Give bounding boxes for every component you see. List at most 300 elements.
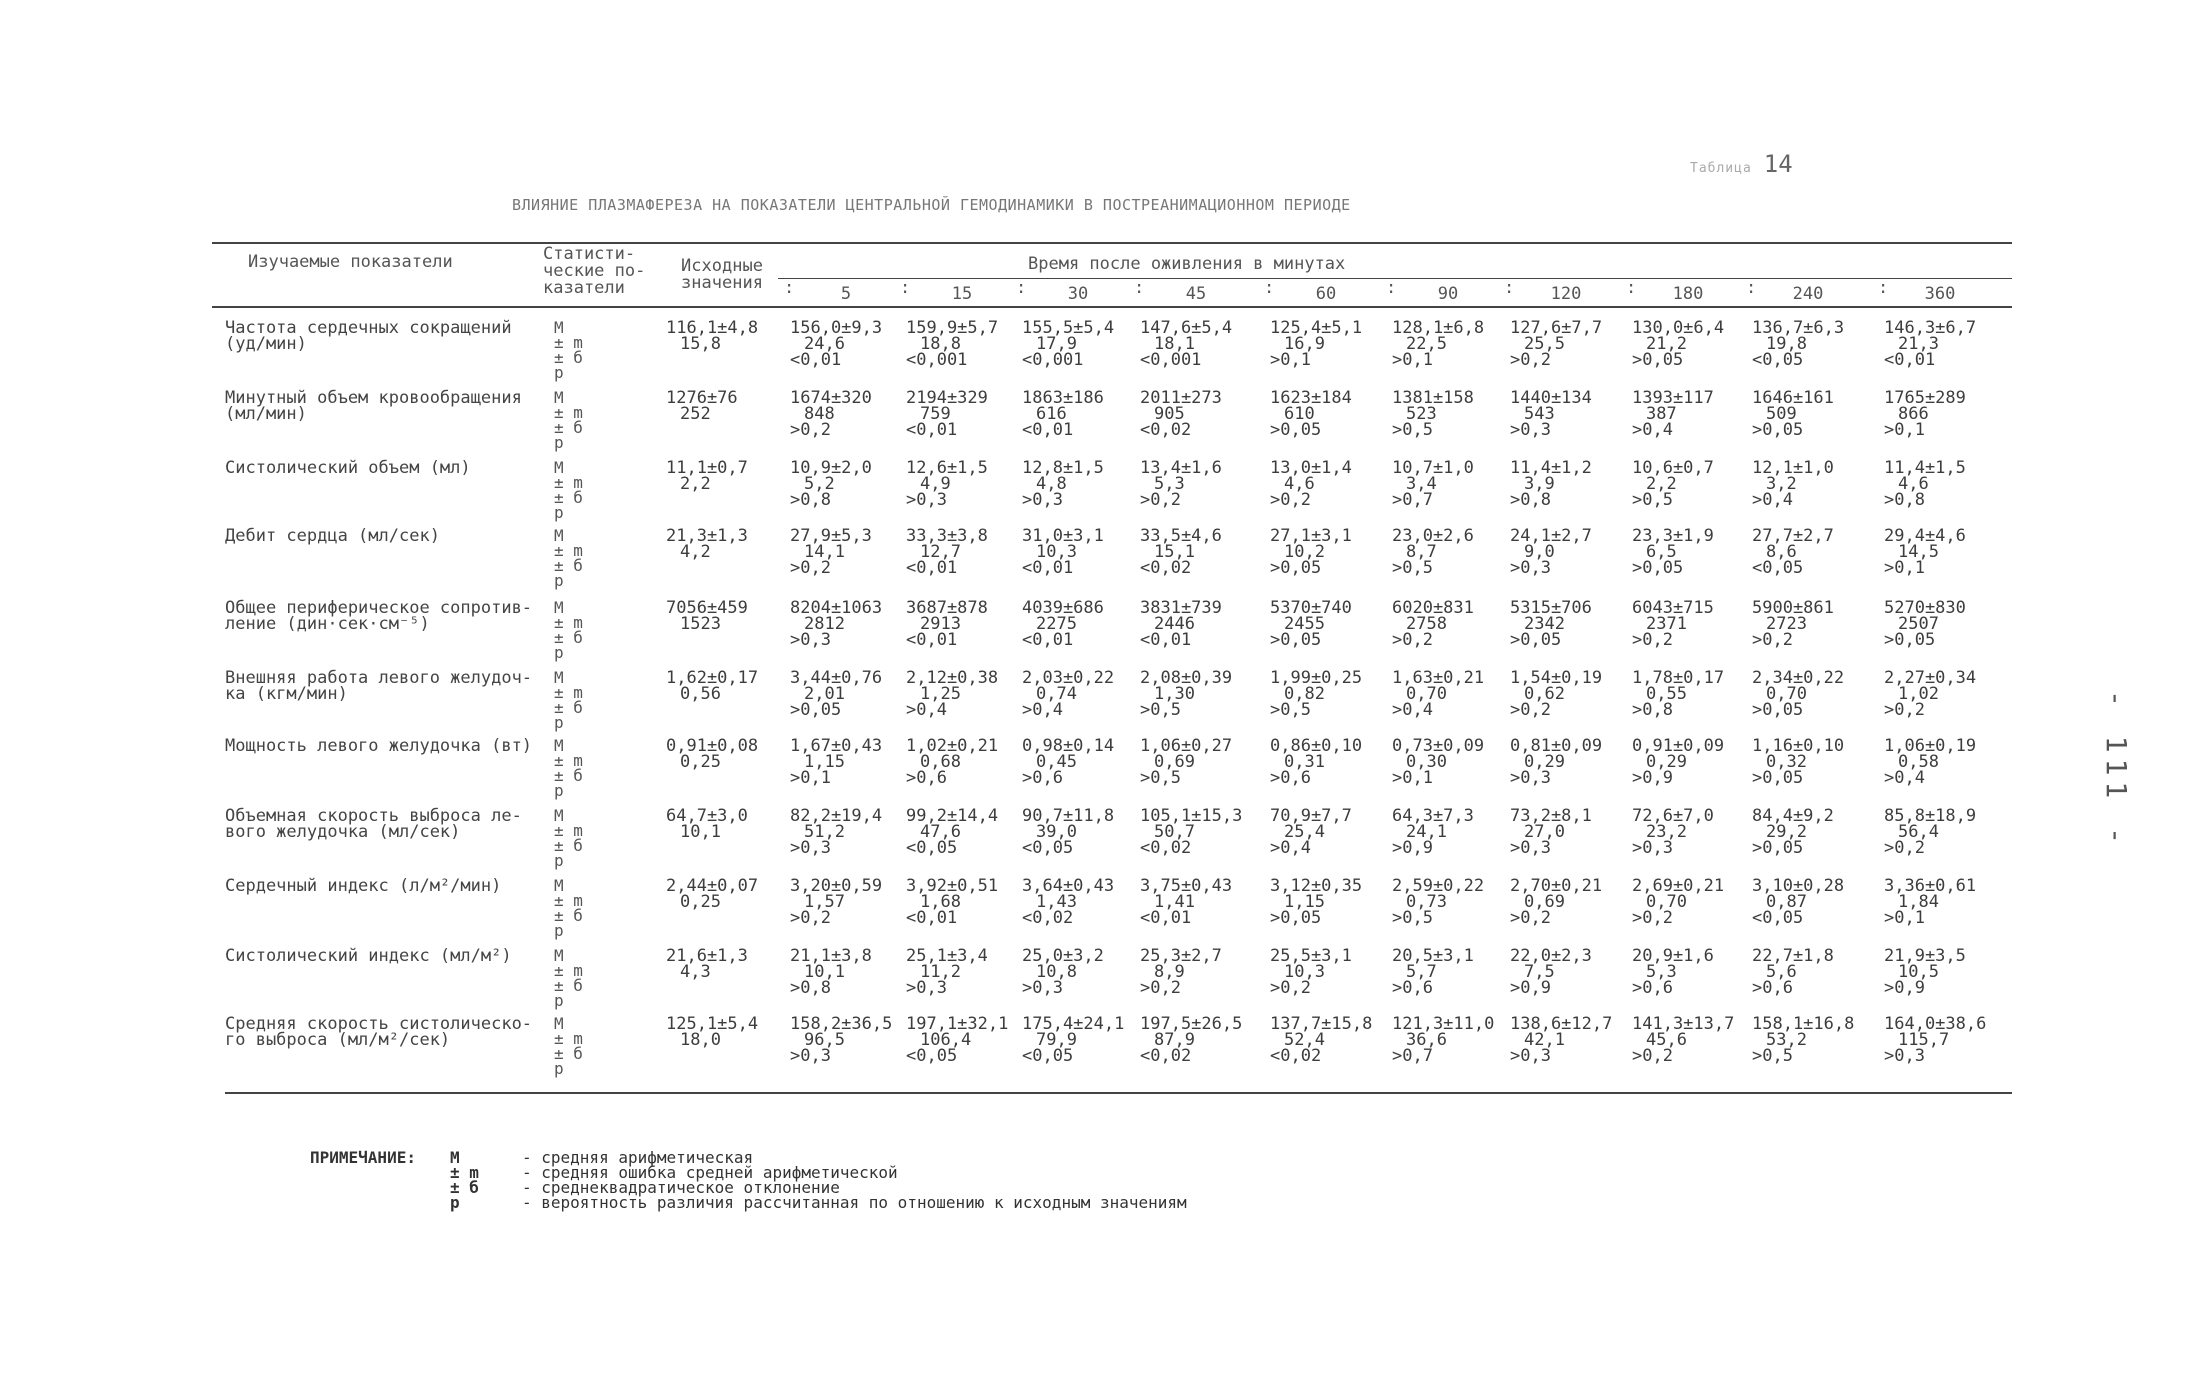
sd-value: 0,70 xyxy=(1646,892,1687,912)
note-symbol: ± б xyxy=(450,1178,479,1197)
mean-value: 84,4±9,2 xyxy=(1752,806,1834,826)
p-value: >0,6 xyxy=(1270,768,1311,788)
value-cell xyxy=(906,600,988,648)
header-time-separator: : xyxy=(1264,278,1275,298)
value-cell xyxy=(1140,808,1242,856)
p-value: >0,4 xyxy=(1022,700,1063,720)
p-value: >0,3 xyxy=(1884,1046,1925,1066)
sd-value: 42,1 xyxy=(1524,1030,1565,1050)
header-time-group: Время после оживления в минутах xyxy=(1028,254,1346,274)
value-cell xyxy=(906,320,998,368)
p-value: <0,001 xyxy=(1022,350,1084,370)
stat-symbol: ± б xyxy=(554,836,583,855)
p-value: >0,9 xyxy=(1510,978,1551,998)
value-cell xyxy=(1140,738,1232,786)
p-value: >0,8 xyxy=(790,490,831,510)
p-value: >0,05 xyxy=(1632,350,1684,370)
sd-value: 4,9 xyxy=(920,474,951,494)
sd-value: 0,58 xyxy=(1898,752,1939,772)
mean-value: 33,5±4,6 xyxy=(1140,526,1222,546)
sd-value: 866 xyxy=(1898,404,1929,424)
header-time-30: 30 xyxy=(1067,284,1089,304)
header-time-separator: : xyxy=(1746,278,1757,298)
value-cell xyxy=(1392,670,1484,718)
mean-value: 0,91±0,08 xyxy=(666,736,759,756)
header-time-5: 5 xyxy=(840,284,852,304)
mean-value: 1623±184 xyxy=(1270,388,1352,408)
header-time-separator: : xyxy=(1386,278,1397,298)
value-cell xyxy=(906,460,988,508)
value-cell xyxy=(790,878,882,926)
row-label-line: Частота сердечных сокращений xyxy=(225,318,512,338)
value-cell xyxy=(1632,1016,1734,1064)
p-value: >0,05 xyxy=(1270,420,1322,440)
mean-value: 3,64±0,43 xyxy=(1022,876,1115,896)
mean-value: 138,6±12,7 xyxy=(1510,1014,1613,1034)
mean-value: 3831±739 xyxy=(1140,598,1222,618)
p-value: >0,5 xyxy=(1392,558,1433,578)
p-value: >0,3 xyxy=(906,978,947,998)
value-cell xyxy=(790,528,872,576)
p-value: <0,05 xyxy=(1752,558,1804,578)
sd-value: 56,4 xyxy=(1898,822,1939,842)
sd-value: 616 xyxy=(1036,404,1067,424)
mean-value: 29,4±4,6 xyxy=(1884,526,1966,546)
initial-value-cell xyxy=(666,320,758,352)
mean-value: 1,78±0,17 xyxy=(1632,668,1725,688)
mean-value: 5900±861 xyxy=(1752,598,1834,618)
p-value: >0,1 xyxy=(1270,350,1311,370)
sd-value: 387 xyxy=(1646,404,1677,424)
value-cell xyxy=(1884,1016,1986,1064)
value-cell xyxy=(1270,460,1352,508)
stat-symbol: ± б xyxy=(554,556,583,575)
mean-value: 0,98±0,14 xyxy=(1022,736,1115,756)
p-value: >0,4 xyxy=(1632,420,1673,440)
stat-symbol: M xyxy=(554,876,564,895)
mean-value: 10,7±1,0 xyxy=(1392,458,1474,478)
row-stat-symbols xyxy=(554,808,583,868)
sd-value: 0,29 xyxy=(1646,752,1687,772)
row-stat-symbols xyxy=(554,390,583,450)
header-time-60: 60 xyxy=(1315,284,1337,304)
mean-value: 2,59±0,22 xyxy=(1392,876,1485,896)
p-value: <0,05 xyxy=(1022,838,1074,858)
sd-value: 0,32 xyxy=(1766,752,1807,772)
row-label-line: Систолический индекс (мл/м²) xyxy=(225,946,512,966)
value-cell xyxy=(1510,390,1592,438)
stat-symbol: p xyxy=(554,713,564,732)
value-cell xyxy=(1140,390,1222,438)
value-cell xyxy=(1884,948,1966,996)
note-text: - среднеквадратическое отклонение xyxy=(522,1178,840,1197)
value-cell xyxy=(1632,600,1714,648)
sd-value: 16,9 xyxy=(1284,334,1325,354)
p-value: >0,05 xyxy=(790,700,842,720)
row-stat-symbols xyxy=(554,738,583,798)
stat-symbol: M xyxy=(554,668,564,687)
mean-value: 3,20±0,59 xyxy=(790,876,883,896)
mean-value: 2,03±0,22 xyxy=(1022,668,1115,688)
mean-value: 24,1±2,7 xyxy=(1510,526,1592,546)
sd-value: 8,7 xyxy=(1406,542,1437,562)
p-value: >0,9 xyxy=(1884,978,1925,998)
p-value: <0,01 xyxy=(1884,350,1936,370)
sd-value: 1523 xyxy=(680,614,721,634)
mean-value: 10,6±0,7 xyxy=(1632,458,1714,478)
sd-value: 50,7 xyxy=(1154,822,1195,842)
mean-value: 1646±161 xyxy=(1752,388,1834,408)
mean-value: 147,6±5,4 xyxy=(1140,318,1233,338)
p-value: >0,5 xyxy=(1392,908,1433,928)
p-value: <0,02 xyxy=(1140,420,1192,440)
value-cell xyxy=(1752,460,1834,508)
value-cell xyxy=(790,738,882,786)
sd-value: 3,9 xyxy=(1524,474,1555,494)
table-title: ВЛИЯНИЕ ПЛАЗМАФЕРЕЗА НА ПОКАЗАТЕЛИ ЦЕНТРАЛЬНОЙ ГЕМОДИНАМИКИ В ПОСТРЕАНИМАЦИОННОМ ПЕРИОДЕ xyxy=(512,196,1351,214)
stat-symbol: ± m xyxy=(554,891,583,910)
initial-value-cell xyxy=(666,390,738,422)
sd-value: 25,4 xyxy=(1284,822,1325,842)
mean-value: 2011±273 xyxy=(1140,388,1222,408)
sd-value: 10,5 xyxy=(1898,962,1939,982)
mean-value: 6043±715 xyxy=(1632,598,1714,618)
p-value: >0,4 xyxy=(906,700,947,720)
sd-value: 52,4 xyxy=(1284,1030,1325,1050)
p-value: <0,02 xyxy=(1270,1046,1322,1066)
sd-value: 51,2 xyxy=(804,822,845,842)
sd-value: 4,6 xyxy=(1898,474,1929,494)
stat-symbol: ± б xyxy=(554,766,583,785)
mean-value: 146,3±6,7 xyxy=(1884,318,1977,338)
stat-symbol: ± m xyxy=(554,961,583,980)
initial-value-cell xyxy=(666,528,748,560)
value-cell xyxy=(1884,390,1966,438)
value-cell xyxy=(906,528,988,576)
mean-value: 99,2±14,4 xyxy=(906,806,999,826)
stat-symbol: ± m xyxy=(554,1029,583,1048)
initial-value-cell xyxy=(666,878,758,910)
row-label-line: Минутный объем кровообращения xyxy=(225,388,522,408)
stat-symbol: ± m xyxy=(554,541,583,560)
value-cell xyxy=(1022,738,1114,786)
value-cell xyxy=(1632,320,1724,368)
p-value: >0,7 xyxy=(1392,1046,1433,1066)
page-number-side: - 111 - xyxy=(2100,690,2133,851)
mean-value: 1,99±0,25 xyxy=(1270,668,1363,688)
mean-value: 12,1±1,0 xyxy=(1752,458,1834,478)
value-cell xyxy=(1510,808,1592,856)
p-value: <0,02 xyxy=(1140,1046,1192,1066)
p-value: >0,2 xyxy=(1510,908,1551,928)
stat-symbol: p xyxy=(554,643,564,662)
stat-symbol: M xyxy=(554,806,564,825)
sd-value: 2275 xyxy=(1036,614,1077,634)
p-value: >0,5 xyxy=(1140,768,1181,788)
sd-value: 19,8 xyxy=(1766,334,1807,354)
stat-symbol: ± m xyxy=(554,683,583,702)
header-time-45: 45 xyxy=(1185,284,1207,304)
sd-value: 4,6 xyxy=(1284,474,1315,494)
mean-value: 27,9±5,3 xyxy=(790,526,872,546)
value-cell xyxy=(1632,808,1714,856)
value-cell xyxy=(1270,390,1352,438)
sd-value: 1,25 xyxy=(920,684,961,704)
header-time-separator: : xyxy=(1626,278,1637,298)
p-value: >0,05 xyxy=(1884,630,1936,650)
sd-value: 2758 xyxy=(1406,614,1447,634)
sd-value: 5,6 xyxy=(1766,962,1797,982)
mean-value: 3687±878 xyxy=(906,598,988,618)
mean-value: 33,3±3,8 xyxy=(906,526,988,546)
sd-value: 7,5 xyxy=(1524,962,1555,982)
p-value: <0,02 xyxy=(1140,558,1192,578)
mean-value: 121,3±11,0 xyxy=(1392,1014,1495,1034)
value-cell xyxy=(906,390,988,438)
p-value: <0,05 xyxy=(906,838,958,858)
stat-symbol: ± m xyxy=(554,403,583,422)
value-cell xyxy=(1510,320,1602,368)
value-cell xyxy=(790,390,872,438)
value-cell xyxy=(1022,948,1104,996)
p-value: >0,7 xyxy=(1392,490,1433,510)
sd-value: 2455 xyxy=(1284,614,1325,634)
mean-value: 5315±706 xyxy=(1510,598,1592,618)
mean-value: 2,08±0,39 xyxy=(1140,668,1233,688)
sd-value: 79,9 xyxy=(1036,1030,1077,1050)
row-stat-symbols xyxy=(554,670,583,730)
value-cell xyxy=(1510,738,1602,786)
p-value: >0,05 xyxy=(1270,558,1322,578)
row-label xyxy=(225,460,471,476)
p-value: <0,01 xyxy=(906,908,958,928)
notes-heading: ПРИМЕЧАНИЕ: xyxy=(310,1148,416,1167)
mean-value: 1,54±0,19 xyxy=(1510,668,1603,688)
note-text: - средняя арифметическая xyxy=(522,1148,754,1167)
mean-value: 10,9±2,0 xyxy=(790,458,872,478)
sd-value: 1,02 xyxy=(1898,684,1939,704)
sd-value: 4,8 xyxy=(1036,474,1067,494)
p-value: >0,6 xyxy=(906,768,947,788)
sd-value: 0,29 xyxy=(1524,752,1565,772)
mean-value: 2,70±0,21 xyxy=(1510,876,1603,896)
mean-value: 1,06±0,27 xyxy=(1140,736,1233,756)
note-symbol: p xyxy=(450,1193,460,1212)
stat-symbol: ± б xyxy=(554,488,583,507)
p-value: >0,4 xyxy=(1884,768,1925,788)
value-cell xyxy=(1510,670,1602,718)
mean-value: 11,4±1,2 xyxy=(1510,458,1592,478)
p-value: <0,01 xyxy=(1022,630,1074,650)
initial-value-cell xyxy=(666,670,758,702)
p-value: <0,001 xyxy=(906,350,968,370)
sd-value: 1,30 xyxy=(1154,684,1195,704)
sd-value: 24,6 xyxy=(804,334,845,354)
sd-value: 2723 xyxy=(1766,614,1807,634)
initial-value-cell xyxy=(666,460,748,492)
sd-value: 2913 xyxy=(920,614,961,634)
mean-value: 2,69±0,21 xyxy=(1632,876,1725,896)
p-value: >0,5 xyxy=(1632,490,1673,510)
initial-value-cell xyxy=(666,948,748,980)
mean-value: 72,6±7,0 xyxy=(1632,806,1714,826)
sd-value: 4,3 xyxy=(680,962,711,982)
p-value: >0,05 xyxy=(1752,700,1804,720)
sd-value: 15,8 xyxy=(680,334,721,354)
p-value: <0,05 xyxy=(1752,350,1804,370)
value-cell xyxy=(1140,460,1222,508)
mean-value: 164,0±38,6 xyxy=(1884,1014,1987,1034)
sd-value: 2812 xyxy=(804,614,845,634)
p-value: >0,3 xyxy=(790,630,831,650)
note-text: - средняя ошибка средней арифметической xyxy=(522,1163,898,1182)
value-cell xyxy=(1752,320,1844,368)
p-value: >0,05 xyxy=(1270,908,1322,928)
mean-value: 11,1±0,7 xyxy=(666,458,748,478)
row-label xyxy=(225,738,532,754)
p-value: >0,1 xyxy=(790,768,831,788)
value-cell xyxy=(1140,948,1222,996)
value-cell xyxy=(906,670,998,718)
stat-symbol: ± m xyxy=(554,613,583,632)
sd-value: 759 xyxy=(920,404,951,424)
p-value: >0,3 xyxy=(1510,838,1551,858)
p-value: <0,01 xyxy=(1022,558,1074,578)
value-cell xyxy=(1510,460,1592,508)
mean-value: 3,10±0,28 xyxy=(1752,876,1845,896)
value-cell xyxy=(906,878,998,926)
header-time-separator: : xyxy=(1504,278,1515,298)
mean-value: 82,2±19,4 xyxy=(790,806,883,826)
mean-value: 31,0±3,1 xyxy=(1022,526,1104,546)
value-cell xyxy=(1392,808,1474,856)
value-cell xyxy=(1022,320,1114,368)
p-value: <0,01 xyxy=(906,558,958,578)
mean-value: 21,9±3,5 xyxy=(1884,946,1966,966)
sd-value: 87,9 xyxy=(1154,1030,1195,1050)
sd-value: 23,2 xyxy=(1646,822,1687,842)
p-value: >0,1 xyxy=(1884,908,1925,928)
mean-value: 2,12±0,38 xyxy=(906,668,999,688)
header-stat-line3: казатели xyxy=(543,278,625,298)
sd-value: 45,6 xyxy=(1646,1030,1687,1050)
mean-value: 23,0±2,6 xyxy=(1392,526,1474,546)
sd-value: 0,25 xyxy=(680,892,721,912)
mean-value: 3,92±0,51 xyxy=(906,876,999,896)
stat-symbol: ± б xyxy=(554,1044,583,1063)
row-label-line: ление (дин·сек·см⁻⁵) xyxy=(225,614,430,634)
sd-value: 12,7 xyxy=(920,542,961,562)
row-label-line: Внешняя работа левого желудоч- xyxy=(225,668,533,688)
value-cell xyxy=(1752,670,1844,718)
value-cell xyxy=(790,670,882,718)
mean-value: 27,1±3,1 xyxy=(1270,526,1352,546)
p-value: >0,2 xyxy=(1884,838,1925,858)
sd-value: 848 xyxy=(804,404,835,424)
sd-value: 0,70 xyxy=(1766,684,1807,704)
p-value: >0,1 xyxy=(1884,558,1925,578)
row-label xyxy=(225,320,512,352)
mean-value: 136,7±6,3 xyxy=(1752,318,1845,338)
value-cell xyxy=(1140,1016,1242,1064)
value-cell xyxy=(1022,1016,1124,1064)
mean-value: 64,3±7,3 xyxy=(1392,806,1474,826)
row-label-line: го выброса (мл/м²/сек) xyxy=(225,1030,451,1050)
p-value: >0,2 xyxy=(1140,978,1181,998)
mean-value: 73,2±8,1 xyxy=(1510,806,1592,826)
mean-value: 21,1±3,8 xyxy=(790,946,872,966)
sd-value: 0,70 xyxy=(1406,684,1447,704)
mean-value: 11,4±1,5 xyxy=(1884,458,1966,478)
mean-value: 158,1±16,8 xyxy=(1752,1014,1855,1034)
mean-value: 13,4±1,6 xyxy=(1140,458,1222,478)
p-value: >0,3 xyxy=(1510,1046,1551,1066)
value-cell xyxy=(1270,1016,1372,1064)
sd-value: 5,3 xyxy=(1646,962,1677,982)
mean-value: 1,67±0,43 xyxy=(790,736,883,756)
initial-value-cell xyxy=(666,738,758,770)
p-value: >0,4 xyxy=(1752,490,1793,510)
p-value: >0,2 xyxy=(1140,490,1181,510)
stat-symbol: p xyxy=(554,571,564,590)
value-cell xyxy=(790,600,882,648)
sd-value: 0,31 xyxy=(1284,752,1325,772)
p-value: >0,6 xyxy=(1392,978,1433,998)
mean-value: 5270±830 xyxy=(1884,598,1966,618)
row-label-line: ка (кгм/мин) xyxy=(225,684,348,704)
stat-symbol: ± б xyxy=(554,906,583,925)
stat-symbol: p xyxy=(554,503,564,522)
p-value: >0,3 xyxy=(1022,490,1063,510)
header-initial-line1: Исходные xyxy=(681,256,763,276)
stat-symbol: M xyxy=(554,388,564,407)
sd-value: 3,4 xyxy=(1406,474,1437,494)
mean-value: 20,9±1,6 xyxy=(1632,946,1714,966)
row-label-line: Средняя скорость систолическо- xyxy=(225,1014,533,1034)
p-value: >0,5 xyxy=(1392,420,1433,440)
p-value: <0,01 xyxy=(790,350,842,370)
mean-value: 155,5±5,4 xyxy=(1022,318,1115,338)
p-value: >0,8 xyxy=(1632,700,1673,720)
p-value: >0,3 xyxy=(790,838,831,858)
value-cell xyxy=(1884,528,1966,576)
p-value: >0,3 xyxy=(1510,420,1551,440)
row-label-line: (мл/мин) xyxy=(225,404,307,424)
value-cell xyxy=(1632,670,1724,718)
mean-value: 158,2±36,5 xyxy=(790,1014,893,1034)
mean-value: 90,7±11,8 xyxy=(1022,806,1115,826)
stat-symbol: p xyxy=(554,851,564,870)
mean-value: 21,3±1,3 xyxy=(666,526,748,546)
sd-value: 5,3 xyxy=(1154,474,1185,494)
value-cell xyxy=(1752,808,1834,856)
mean-value: 12,6±1,5 xyxy=(906,458,988,478)
sd-value: 22,5 xyxy=(1406,334,1447,354)
mean-value: 27,7±2,7 xyxy=(1752,526,1834,546)
sd-value: 0,74 xyxy=(1036,684,1077,704)
sd-value: 27,0 xyxy=(1524,822,1565,842)
value-cell xyxy=(1632,528,1714,576)
p-value: >0,6 xyxy=(1632,978,1673,998)
stat-symbol: M xyxy=(554,526,564,545)
sd-value: 2,01 xyxy=(804,684,845,704)
value-cell xyxy=(1140,528,1222,576)
initial-value-cell xyxy=(666,600,748,632)
mean-value: 125,4±5,1 xyxy=(1270,318,1363,338)
value-cell xyxy=(1022,670,1114,718)
mean-value: 1,16±0,10 xyxy=(1752,736,1845,756)
table-number-value: 14 xyxy=(1763,150,1793,178)
